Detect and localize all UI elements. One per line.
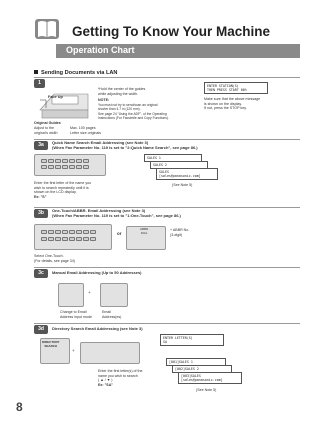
step-3a-badge: 3a bbox=[34, 141, 48, 150]
email-address-label: Email Address(es) bbox=[102, 310, 122, 319]
step-3a-subtitle: (When Fax Parameter No. 119 is set to "2:Quick Name Search", see page 86.) bbox=[52, 145, 198, 150]
step-3c-title: Manual Email Addressing (Up to 50 Addresses) bbox=[52, 270, 142, 275]
letter-keypad[interactable] bbox=[80, 342, 140, 364]
step-3d-instruction: Enter the first letter(s) of the name you wish to search bbox=[98, 369, 143, 378]
lcd-dir-sales-3: [003]SALES [sales@panasonic.com] bbox=[178, 372, 242, 384]
paper-size: Letter size originals bbox=[70, 131, 101, 135]
one-touch-row bbox=[41, 237, 96, 241]
divider bbox=[34, 323, 300, 324]
one-touch-key[interactable] bbox=[69, 230, 75, 234]
one-touch-key[interactable] bbox=[41, 237, 47, 241]
lcd-display: ENTER STATION(S) THEN PRESS START 00% bbox=[204, 82, 268, 94]
see-note-5: (See Note 5) bbox=[172, 183, 193, 187]
one-touch-key[interactable] bbox=[76, 237, 82, 241]
key-row bbox=[41, 165, 89, 169]
page-subtitle: Operation Chart bbox=[66, 45, 135, 55]
max-pages: Max. 100 pages bbox=[70, 126, 96, 130]
one-touch-key[interactable] bbox=[90, 230, 96, 234]
key[interactable] bbox=[83, 159, 89, 163]
key-row bbox=[41, 159, 89, 163]
hold-note: *Hold the center of the guides while adjusting the width. bbox=[98, 87, 146, 96]
one-touch-instruction: Select One-Touch. (For details, see page 34) bbox=[34, 254, 75, 263]
lcd-dir-sales-1: [001]SALES 1 bbox=[166, 358, 226, 366]
lcd-dir-sales-2: [002]SALES 2 bbox=[172, 365, 232, 373]
step-3b-subtitle: (When Fax Parameter No. 119 is set to "1:One-Touch", see page 86.) bbox=[52, 213, 181, 218]
one-touch-key[interactable] bbox=[90, 237, 96, 241]
key[interactable] bbox=[62, 165, 68, 169]
note-body: You must not try to send/scan an original shorter than 4.7 in (120 mm). See page 24 "Using the ADF", of the Operating Instructions (For Facsimile and Copy Functions). bbox=[98, 103, 169, 120]
step-1-badge: 1 bbox=[34, 79, 45, 88]
one-touch-key[interactable] bbox=[48, 230, 54, 234]
face-up-label: Face Up bbox=[48, 95, 63, 99]
one-touch-row bbox=[41, 230, 96, 234]
step-3d-title: Directory Search Email Addressing (see Note 3) bbox=[52, 326, 143, 331]
key[interactable] bbox=[55, 165, 61, 169]
one-touch-key[interactable] bbox=[69, 237, 75, 241]
see-note-5: (See Note 5) bbox=[196, 388, 217, 392]
subtitle-bar bbox=[56, 44, 300, 58]
one-touch-key[interactable] bbox=[83, 230, 89, 234]
step-3a-title: Quick Name Search Email Addressing (see Note 3) bbox=[52, 140, 149, 145]
one-touch-key[interactable] bbox=[62, 230, 68, 234]
page-title: Getting To Know Your Machine bbox=[72, 24, 270, 39]
lcd-note: Make sure that the above message is shown on the display. If not, press the STOP key. bbox=[204, 97, 261, 111]
abbr-dial-key[interactable]: ABBR DIAL bbox=[140, 227, 149, 235]
key[interactable] bbox=[69, 165, 75, 169]
step-3a-instruction: Enter the first letter of the name you wish to search repeatedly until it is shown on the LCD display. bbox=[34, 181, 92, 195]
key[interactable] bbox=[83, 165, 89, 169]
plus-sign: + bbox=[88, 290, 91, 295]
step-3a-example: Ex: "S" bbox=[34, 195, 47, 199]
page-header bbox=[0, 14, 300, 64]
key[interactable] bbox=[69, 159, 75, 163]
divider bbox=[34, 77, 300, 78]
directory-search-key[interactable]: DIRECTORY SEARCH bbox=[42, 340, 60, 348]
or-label: or bbox=[117, 231, 122, 236]
plus-sign: + bbox=[72, 348, 75, 353]
key[interactable] bbox=[76, 159, 82, 163]
lcd-sales-3: SALES [sales@panasonic.com] bbox=[156, 168, 218, 180]
change-mode-label: Change to Email Address input mode bbox=[60, 310, 92, 319]
one-touch-key[interactable] bbox=[55, 237, 61, 241]
key[interactable] bbox=[41, 159, 47, 163]
key[interactable] bbox=[55, 159, 61, 163]
divider bbox=[34, 267, 300, 268]
arrow-keys: ( ▲ / ▼ ) bbox=[98, 378, 113, 382]
original-guides-label: Original Guides bbox=[34, 121, 61, 125]
one-touch-panel[interactable] bbox=[34, 224, 112, 250]
one-touch-key[interactable] bbox=[62, 237, 68, 241]
bullet-square-icon bbox=[34, 70, 38, 74]
one-touch-key[interactable] bbox=[83, 237, 89, 241]
step-3b-title: One-Touch/ABBR. Email Addressing (see Note 3) bbox=[52, 208, 146, 213]
section-heading: Sending Documents via LAN bbox=[34, 70, 117, 76]
key[interactable] bbox=[48, 159, 54, 163]
one-touch-key[interactable] bbox=[41, 230, 47, 234]
step-3d-example: Ex: "SA" bbox=[98, 383, 113, 387]
book-icon bbox=[34, 16, 60, 42]
key[interactable] bbox=[48, 165, 54, 169]
key[interactable] bbox=[41, 165, 47, 169]
note-title: NOTE: bbox=[98, 98, 110, 102]
step-3c-badge: 3c bbox=[34, 269, 48, 278]
step-3d-badge: 3d bbox=[34, 325, 48, 334]
email-keypad[interactable] bbox=[100, 283, 128, 307]
one-touch-key[interactable] bbox=[48, 237, 54, 241]
lcd-sales-1: SALES 1 bbox=[144, 154, 202, 162]
adf-illustration bbox=[38, 88, 92, 122]
lcd-sales-2: SALES 2 bbox=[150, 161, 208, 169]
guides-desc: Adjust to the original's width bbox=[34, 126, 58, 135]
abbr-number: + ABBR No. (3-digit) bbox=[170, 228, 190, 237]
key[interactable] bbox=[76, 165, 82, 169]
keypad-panel bbox=[34, 154, 106, 176]
one-touch-key[interactable] bbox=[55, 230, 61, 234]
lcd-enter-letters: ENTER LETTER(S) SA bbox=[160, 334, 224, 346]
page-number: 8 bbox=[16, 400, 23, 414]
step-3b-badge: 3b bbox=[34, 209, 48, 218]
email-mode-button-panel[interactable] bbox=[58, 283, 84, 307]
one-touch-key[interactable] bbox=[76, 230, 82, 234]
key[interactable] bbox=[62, 159, 68, 163]
